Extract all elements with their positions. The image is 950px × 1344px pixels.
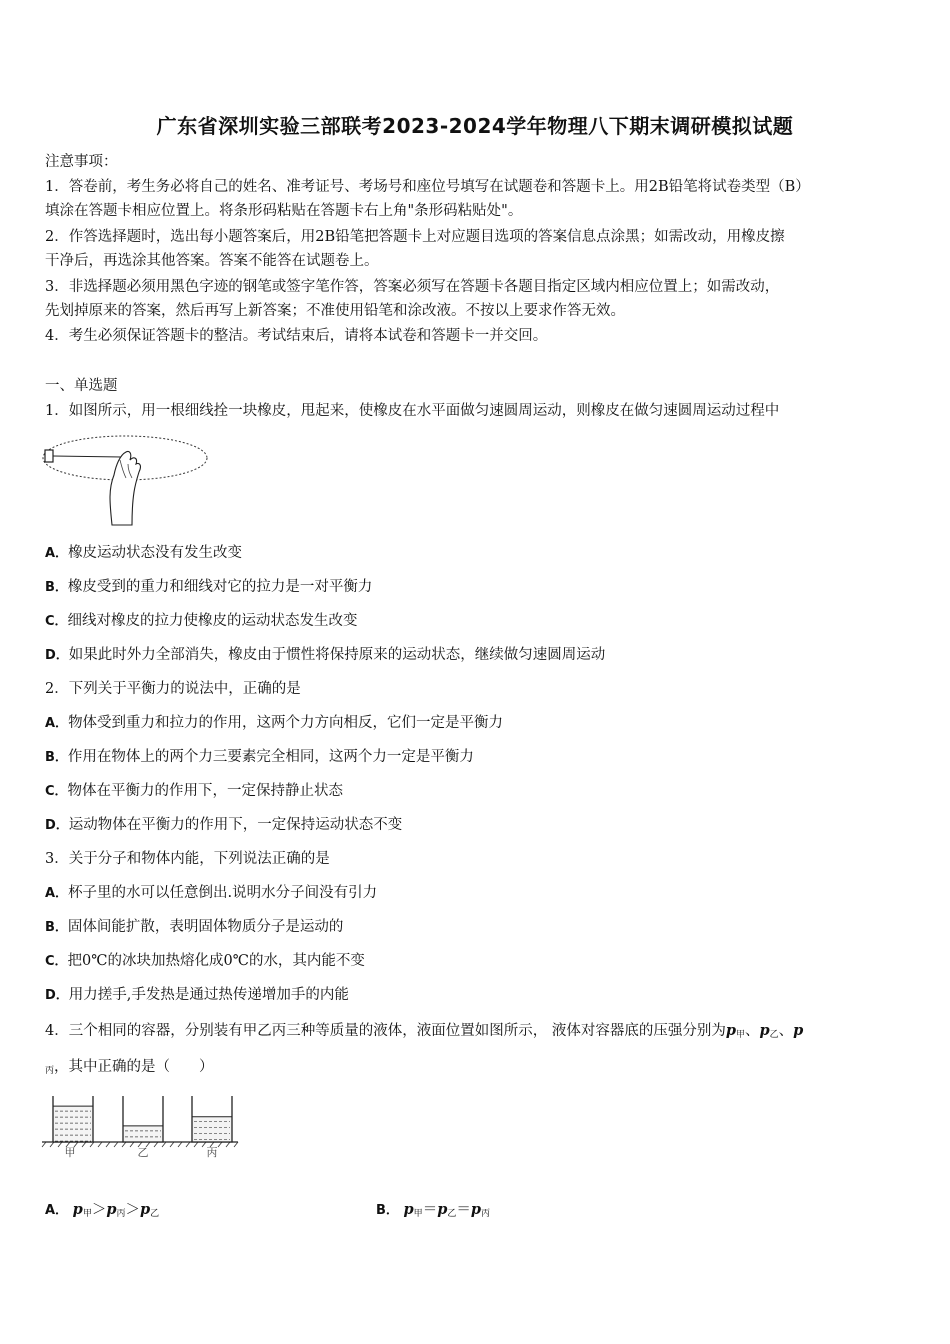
section-heading: 一、单选题 bbox=[45, 378, 118, 394]
eraser bbox=[45, 450, 53, 462]
q2-stem: 2．下列关于平衡力的说法中，正确的是 bbox=[45, 681, 301, 697]
liquid-yi bbox=[123, 1126, 163, 1142]
container-label-yi: 乙 bbox=[137, 1146, 149, 1158]
notice-heading: 注意事项： bbox=[45, 154, 118, 170]
page-title: 广东省深圳实验三部联考2023-2024学年物理八下期末调研模拟试题 bbox=[156, 114, 794, 138]
liquid-bing bbox=[192, 1117, 232, 1142]
q4-option-b[interactable]: B． $p_甲=p_乙=p_丙$ bbox=[376, 1201, 490, 1219]
q4-figure-containers bbox=[40, 1086, 240, 1158]
notice-line: 干净后，再选涂其他答案。答案不能答在试题卷上。 bbox=[45, 253, 379, 269]
hand bbox=[110, 451, 140, 525]
notice-line: 2．作答选择题时，选出每小题答案后，用2B铅笔把答题卡上对应题目选项的答案信息点涂黑；如需改动，用橡皮擦 bbox=[45, 229, 785, 245]
q4-option-a[interactable]: A． $p_甲>p_丙>p_乙$ bbox=[45, 1201, 160, 1219]
notice-line: 先划掉原来的答案，然后再写上新答案；不准使用铅笔和涂改液。不按以上要求作答无效。 bbox=[45, 303, 625, 319]
q4-stem-line1: 4．三个相同的容器，分别装有甲乙丙三种等质量的液体，液面位置如图所示， 液体对容器底的压强分别为$p_甲$、$p_乙$、p bbox=[45, 1022, 804, 1040]
q2-option-a[interactable]: A．物体受到重力和拉力的作用，这两个力方向相反，它们一定是平衡力 bbox=[45, 715, 504, 731]
q2-option-b[interactable]: B．作用在物体上的两个力三要素完全相同，这两个力一定是平衡力 bbox=[45, 749, 474, 765]
notice-line: 填涂在答题卡相应位置上。将条形码粘贴在答题卡右上角"条形码粘贴处"。 bbox=[45, 203, 523, 219]
q1-option-c[interactable]: C．细线对橡皮的拉力使橡皮的运动状态发生改变 bbox=[45, 613, 358, 629]
container-label-jia: 甲 bbox=[64, 1146, 76, 1158]
string-line bbox=[53, 456, 122, 457]
liquid-jia bbox=[53, 1106, 93, 1142]
container-label-bing: 丙 bbox=[206, 1146, 218, 1158]
q1-option-b[interactable]: B．橡皮受到的重力和细线对它的拉力是一对平衡力 bbox=[45, 579, 373, 595]
q3-option-c[interactable]: C．把0℃的冰块加热熔化成0℃的水，其内能不变 bbox=[45, 953, 365, 969]
notice-line: 3．非选择题必须用黑色字迹的钢笔或签字笔作答，答案必须写在答题卡各题目指定区域内相应位置上；如需改动， bbox=[45, 279, 780, 295]
q1-option-a[interactable]: A．橡皮运动状态没有发生改变 bbox=[45, 545, 243, 561]
q2-option-d[interactable]: D．运动物体在平衡力的作用下，一定保持运动状态不变 bbox=[45, 817, 403, 833]
q4-stem-line2: $_丙$，其中正确的是（ ） bbox=[45, 1059, 214, 1076]
q1-figure-eraser-circle bbox=[40, 430, 215, 530]
q1-option-d[interactable]: D．如果此时外力全部消失，橡皮由于惯性将保持原来的运动状态，继续做匀速圆周运动 bbox=[45, 647, 606, 663]
q3-stem: 3．关于分子和物体内能，下列说法正确的是 bbox=[45, 851, 330, 867]
notice-line: 4．考生必须保证答题卡的整洁。考试结束后，请将本试卷和答题卡一并交回。 bbox=[45, 328, 548, 344]
notice-line: 1．答卷前，考生务必将自己的姓名、准考证号、考场号和座位号填写在试题卷和答题卡上。用2B铅笔将试卷类型（B） bbox=[45, 179, 810, 195]
q3-option-a[interactable]: A．杯子里的水可以任意倒出.说明水分子间没有引力 bbox=[45, 885, 378, 901]
q3-option-b[interactable]: B．固体间能扩散，表明固体物质分子是运动的 bbox=[45, 919, 344, 935]
q3-option-d[interactable]: D．用力搓手,手发热是通过热传递增加手的内能 bbox=[45, 987, 349, 1003]
q1-stem: 1．如图所示，用一根细线拴一块橡皮，甩起来，使橡皮在水平面做匀速圆周运动，则橡皮在做匀速圆周运动过程中 bbox=[45, 403, 780, 419]
q2-option-c[interactable]: C．物体在平衡力的作用下，一定保持静止状态 bbox=[45, 783, 344, 799]
